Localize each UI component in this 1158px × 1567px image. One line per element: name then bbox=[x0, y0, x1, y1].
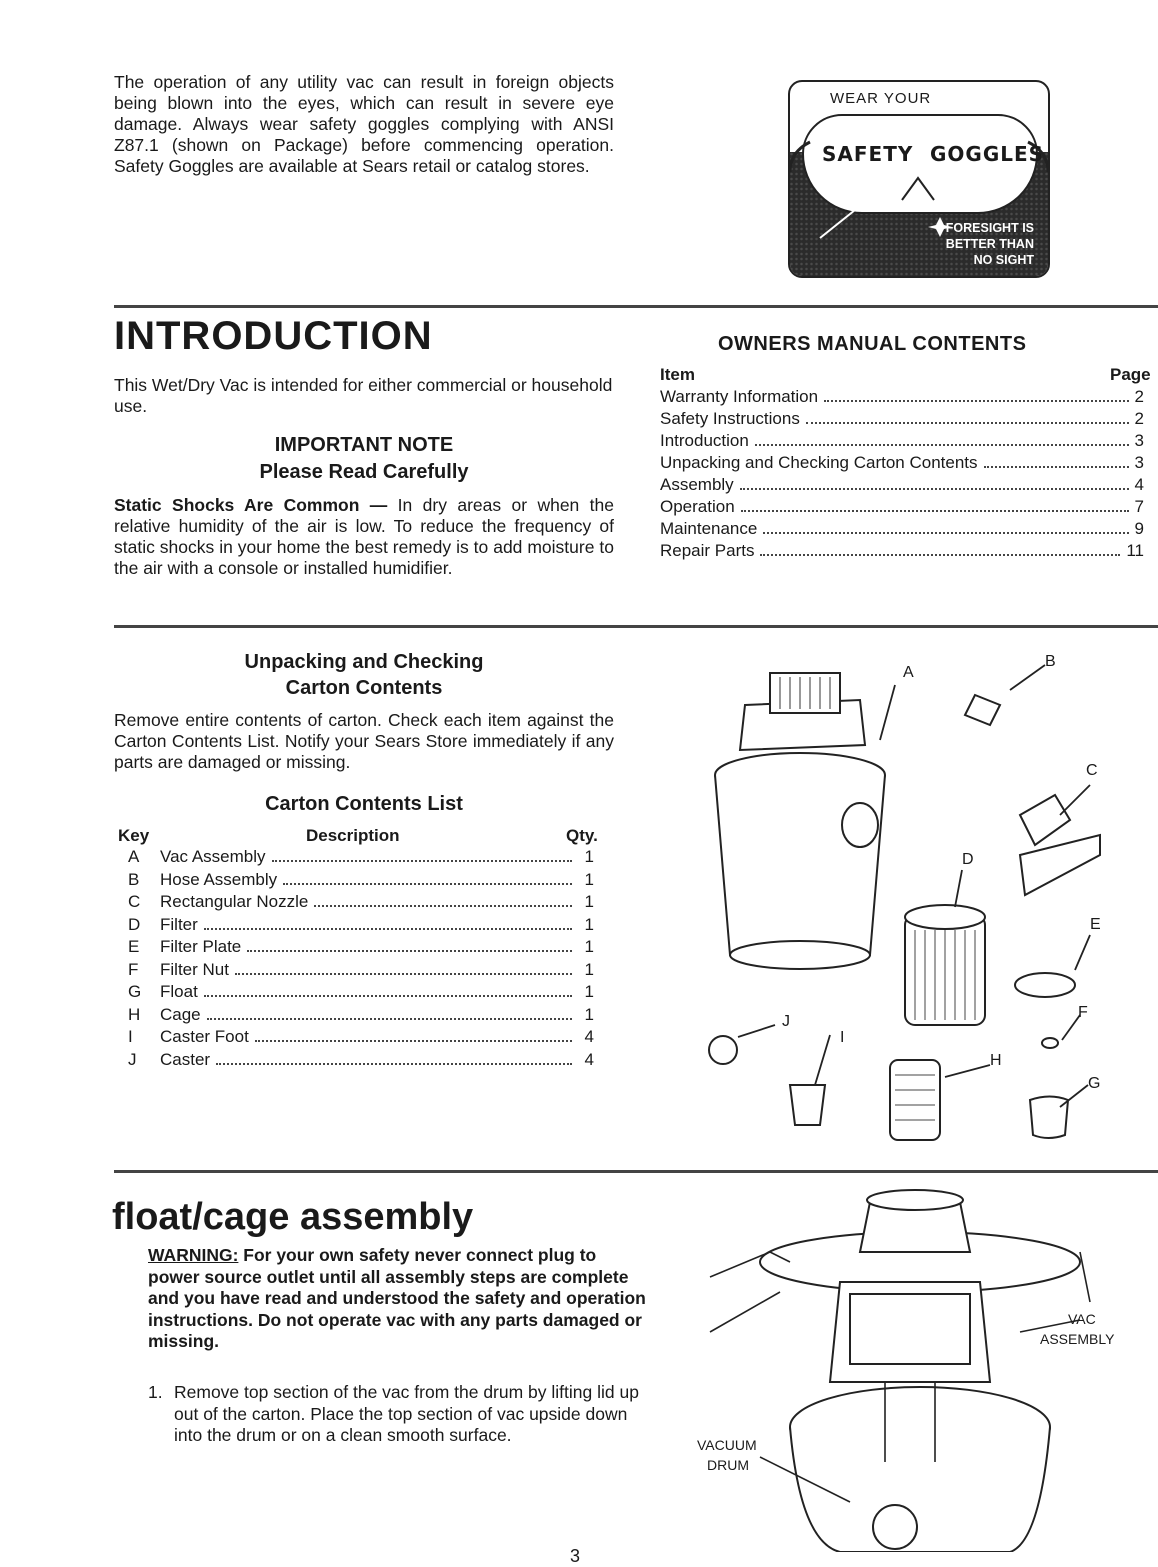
carton-qty: 4 bbox=[584, 1049, 594, 1069]
qty-header: Qty. bbox=[566, 826, 598, 845]
carton-description: Vac Assembly bbox=[160, 847, 266, 866]
contents-item: Repair Parts bbox=[660, 541, 755, 560]
contents-row bbox=[660, 431, 1144, 452]
contents-item: Operation bbox=[660, 497, 735, 516]
part-label-c: C bbox=[1086, 762, 1098, 779]
leader-dots bbox=[207, 1018, 572, 1020]
leader-dots bbox=[741, 510, 1129, 512]
step-number: 1. bbox=[148, 1382, 163, 1402]
carton-key: A bbox=[128, 847, 140, 866]
carton-description: Filter bbox=[160, 914, 198, 934]
part-label-b: B bbox=[1045, 653, 1056, 670]
contents-page: 9 bbox=[1134, 519, 1144, 538]
carton-description: Rectangular Nozzle bbox=[160, 892, 309, 911]
important-note-subtitle: Please Read Carefully bbox=[259, 461, 469, 483]
carton-qty: 1 bbox=[584, 959, 594, 979]
contents-row bbox=[660, 387, 1144, 408]
contents-row bbox=[660, 453, 1144, 474]
static-shock-lead: Static Shocks Are Common — bbox=[114, 495, 388, 515]
part-label-f: F bbox=[1078, 1004, 1088, 1021]
vacuum-drum-label-line2: DRUM bbox=[707, 1457, 749, 1473]
page-number: 3 bbox=[570, 1546, 581, 1566]
carton-key: B bbox=[128, 869, 140, 889]
leader-dots bbox=[763, 532, 1128, 534]
contents-item: Maintenance bbox=[660, 519, 758, 538]
float-cage-title: float/cage assembly bbox=[112, 1196, 474, 1238]
part-label-h: H bbox=[990, 1052, 1002, 1069]
section-divider bbox=[114, 625, 1158, 628]
safety-notice: The operation of any utility vac can result in foreign objects being blown into the eyes, which can result in severe eye damage. Always wear safety goggles complying with ANSI Z87.1 (shown on Package) before commencing operation. Safety Goggles are available at Sears retail or catalog stores. bbox=[114, 72, 614, 176]
leader-dots bbox=[806, 422, 1129, 424]
unpacking-text: Remove entire contents of carton. Check each item against the Carton Contents List. Notify your Sears Store immediately if any parts are damaged or missing. bbox=[114, 710, 614, 772]
part-label-g: G bbox=[1088, 1075, 1101, 1092]
contents-page: 3 bbox=[1134, 431, 1144, 450]
contents-title: OWNERS MANUAL CONTENTS bbox=[718, 333, 1027, 355]
carton-key: H bbox=[128, 1004, 141, 1024]
leader-dots bbox=[235, 973, 572, 975]
contents-item: Introduction bbox=[660, 431, 749, 450]
carton-key: G bbox=[128, 982, 142, 1001]
introduction-title: INTRODUCTION bbox=[114, 314, 433, 358]
leader-dots bbox=[984, 466, 1129, 468]
leader-dots bbox=[204, 928, 572, 930]
carton-key: C bbox=[128, 892, 141, 911]
step-text: Remove top section of the vac from the drum by lifting lid up out of the carton. Place the top section of vac upside down into the drum or on a clean smooth surface. bbox=[174, 1382, 639, 1445]
carton-qty: 1 bbox=[584, 914, 594, 934]
carton-key: I bbox=[128, 1027, 133, 1046]
part-label-e: E bbox=[1090, 916, 1101, 933]
carton-qty: 1 bbox=[584, 1004, 594, 1024]
vac-assembly-label-line2: ASSEMBLY bbox=[1040, 1331, 1115, 1347]
carton-description: Caster Foot bbox=[160, 1027, 249, 1046]
carton-row bbox=[128, 892, 594, 913]
carton-qty: 1 bbox=[584, 937, 594, 956]
section-divider bbox=[114, 1170, 1158, 1173]
leader-dots bbox=[216, 1063, 572, 1065]
badge-slogan: FORESIGHT IS BETTER THAN NO SIGHT bbox=[945, 221, 1034, 267]
carton-description: Hose Assembly bbox=[160, 869, 278, 889]
carton-description: Filter Nut bbox=[160, 959, 229, 979]
carton-key: D bbox=[128, 914, 141, 934]
carton-key: J bbox=[128, 1049, 137, 1069]
part-label-j: J bbox=[782, 1013, 790, 1030]
badge-left-lens: SAFETY bbox=[822, 142, 914, 166]
carton-qty: 1 bbox=[584, 847, 594, 866]
contents-page: 2 bbox=[1134, 409, 1144, 428]
vacuum-drum-label-line1: VACUUM bbox=[697, 1437, 757, 1453]
leader-dots bbox=[272, 860, 572, 862]
contents-row bbox=[660, 409, 1144, 430]
static-shock-text: In dry areas or when the relative humidity of the air is low. To reduce the frequency of static shocks in your home the best remedy is to add moisture to the air with a console or installed humidifier. bbox=[114, 495, 614, 578]
description-header: Description bbox=[306, 826, 400, 845]
part-label-i: I bbox=[840, 1029, 845, 1046]
contents-row bbox=[660, 475, 1144, 496]
contents-item: Safety Instructions bbox=[660, 409, 800, 428]
contents-item-header: Item bbox=[660, 365, 695, 384]
carton-qty: 1 bbox=[584, 892, 594, 911]
safety-goggles-badge bbox=[788, 80, 1050, 278]
contents-page: 11 bbox=[1126, 541, 1144, 560]
contents-row bbox=[660, 497, 1144, 518]
carton-row bbox=[128, 982, 594, 1003]
unpacking-title-line1: Unpacking and Checking bbox=[244, 651, 484, 673]
part-label-d: D bbox=[962, 851, 974, 868]
assembly-step-1 bbox=[148, 1382, 648, 1447]
carton-key: F bbox=[128, 959, 139, 979]
parts-illustration bbox=[690, 645, 1110, 1145]
part-label-a: A bbox=[903, 664, 914, 681]
introduction-text: This Wet/Dry Vac is intended for either commercial or household use. bbox=[114, 375, 613, 416]
unpacking-title-line2: Carton Contents bbox=[285, 677, 443, 699]
carton-qty: 1 bbox=[584, 869, 594, 889]
carton-row bbox=[128, 847, 594, 868]
leader-dots bbox=[755, 444, 1129, 446]
carton-description: Float bbox=[160, 982, 198, 1001]
contents-page: 4 bbox=[1134, 475, 1144, 494]
carton-description: Caster bbox=[160, 1049, 211, 1069]
carton-row bbox=[128, 1027, 594, 1048]
vac-assembly-label-line1: VAC bbox=[1068, 1311, 1096, 1327]
carton-row bbox=[128, 1050, 594, 1071]
leader-dots bbox=[247, 950, 572, 952]
carton-row bbox=[128, 1005, 594, 1026]
carton-qty: 1 bbox=[584, 982, 594, 1001]
carton-description: Cage bbox=[160, 1004, 201, 1024]
contents-page: 2 bbox=[1134, 387, 1144, 406]
contents-item: Unpacking and Checking Carton Contents bbox=[660, 453, 978, 472]
key-header: Key bbox=[118, 826, 150, 845]
badge-right-lens: GOGGLES bbox=[930, 142, 1045, 166]
leader-dots bbox=[824, 400, 1128, 402]
warning-label: WARNING: bbox=[148, 1245, 239, 1265]
contents-row bbox=[660, 519, 1144, 540]
carton-row bbox=[128, 870, 594, 891]
carton-list-title: Carton Contents List bbox=[265, 793, 463, 815]
badge-top-text: WEAR YOUR bbox=[830, 90, 932, 107]
contents-page: 3 bbox=[1134, 453, 1144, 472]
float-cage-illustration bbox=[690, 1182, 1110, 1552]
carton-row bbox=[128, 960, 594, 981]
contents-row bbox=[660, 541, 1144, 562]
leader-dots bbox=[283, 883, 572, 885]
static-shock-paragraph bbox=[114, 495, 614, 579]
carton-row bbox=[128, 915, 594, 936]
contents-page: 7 bbox=[1134, 497, 1144, 516]
important-note-title: IMPORTANT NOTE bbox=[274, 434, 454, 456]
contents-page-header: Page bbox=[1110, 365, 1151, 384]
leader-dots bbox=[204, 995, 572, 997]
leader-dots bbox=[760, 554, 1120, 556]
section-divider bbox=[114, 305, 1158, 308]
leader-dots bbox=[255, 1040, 572, 1042]
carton-row bbox=[128, 937, 594, 958]
contents-item: Assembly bbox=[660, 475, 734, 494]
carton-qty: 4 bbox=[584, 1027, 594, 1046]
contents-item: Warranty Information bbox=[660, 387, 819, 406]
warning-text: For your own safety never connect plug to power source outlet until all assembly steps are complete and you have read and understood the safety and operation instructions. Do not operate vac with any parts damaged or missing. bbox=[148, 1245, 646, 1351]
carton-description: Filter Plate bbox=[160, 937, 242, 956]
leader-dots bbox=[740, 488, 1129, 490]
warning-paragraph bbox=[148, 1245, 648, 1353]
leader-dots bbox=[314, 905, 572, 907]
carton-key: E bbox=[128, 937, 140, 956]
